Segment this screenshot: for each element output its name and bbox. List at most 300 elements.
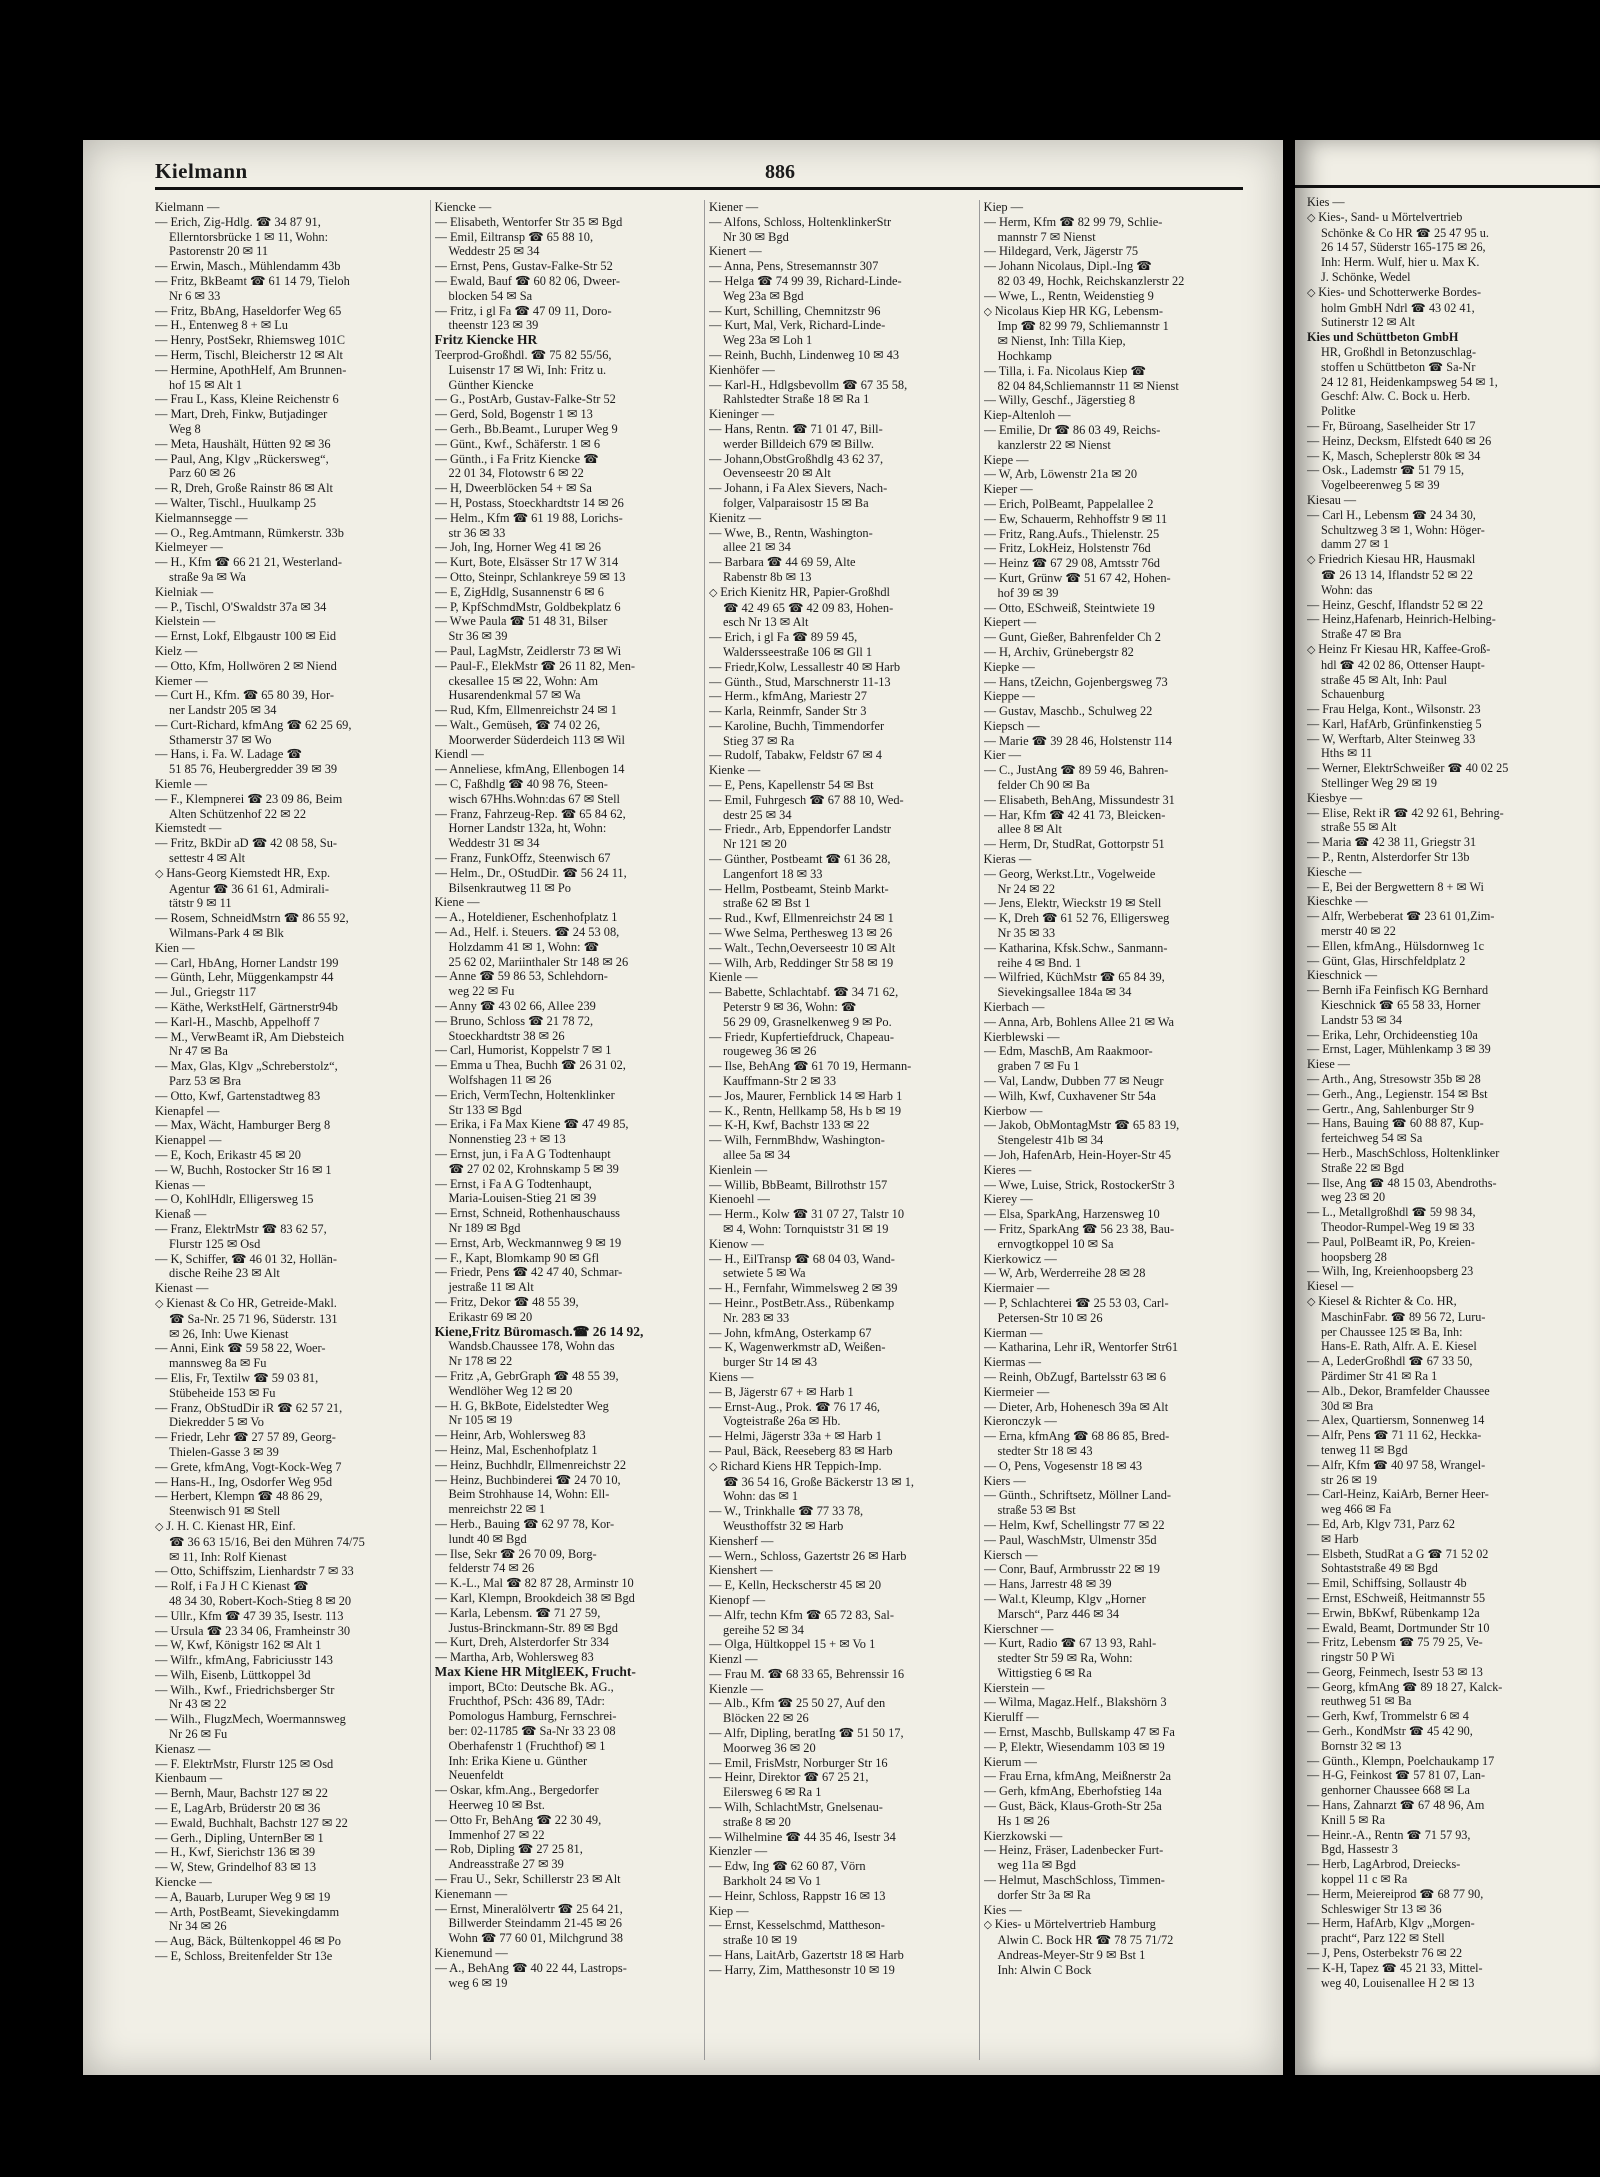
directory-entry: Politke (1321, 404, 1356, 419)
directory-entry: Bornstr 32 ✉ 13 (1321, 1738, 1402, 1753)
directory-entry: — Fritz ,A, GebrGraph ☎ 48 55 39, (434, 1368, 619, 1383)
directory-entry: — Gerh., Ang., Legienstr. 154 ✉ Bst (1307, 1086, 1488, 1101)
directory-entry: Nr 30 ✉ Bgd (723, 229, 789, 244)
directory-entry: — Johann Nicolaus, Dipl.-Ing ☎ (983, 259, 1152, 274)
directory-entry: ☎ 27 02 02, Krohnskamp 5 ✉ 39 (448, 1161, 619, 1176)
directory-entry: allee 8 ✉ Alt (997, 822, 1062, 837)
directory-entry: ☎ 36 54 16, Große Bäckerstr 13 ✉ 1, (723, 1474, 914, 1489)
directory-entry: — Wilfr., kfmAng, Fabriciusstr 143 (155, 1653, 333, 1668)
directory-entry: — C, Faßhdlg ☎ 40 98 76, Steen- (434, 777, 608, 792)
directory-entry: — Willy, Geschf., Jägerstieg 8 (983, 393, 1136, 408)
directory-entry: koppel 11 c ✉ Ra (1321, 1872, 1408, 1887)
directory-entry: — Herb., Bauing ☎ 62 97 78, Kor- (434, 1516, 615, 1531)
directory-entry: Vogelbeerenweg 5 ✉ 39 (1321, 478, 1440, 493)
directory-entry: str 26 ✉ 19 (1321, 1472, 1377, 1487)
surname-heading: Kies — (1307, 195, 1345, 209)
surname-heading: Kiep — (983, 200, 1024, 214)
directory-entry: Nr 43 ✉ 22 (169, 1697, 227, 1712)
surname-heading: Kieper — (983, 482, 1033, 497)
surname-heading: Kierschner — (983, 1621, 1054, 1636)
surname-heading: Kiener — (709, 200, 759, 214)
firm-entry: ◇ Hans-Georg Kiemstedt HR, Exp. (155, 866, 422, 882)
directory-entry: — Kurt, Bote, Elsässer Str 17 W 314 (434, 555, 619, 570)
directory-entry: — Werner, ElektrSchweißer ☎ 40 02 25 (1307, 761, 1509, 776)
directory-entry: ner Landstr 205 ✉ 34 (169, 703, 277, 718)
directory-entry: — Aug, Bäck, Bültenkoppel 46 ✉ Po (155, 1934, 341, 1949)
directory-entry: — Helmut, MaschSchloss, Timmen- (983, 1873, 1165, 1888)
surname-heading: Kiemer — (155, 673, 208, 688)
directory-entry: — P, KpfSchmdMstr, Goldbekplatz 6 (434, 599, 621, 614)
surname-heading: Kienas — (155, 1177, 205, 1192)
directory-entry: Wilmans-Park 4 ✉ Blk (169, 926, 284, 941)
directory-entry: — Günth, Lehr, Müggenkampstr 44 (155, 970, 334, 985)
directory-entry: — Erich, PolBeamt, Pappelallee 2 (983, 496, 1154, 511)
directory-entry: HR, Großhdl in Betonzuschlag- (1321, 344, 1477, 359)
surname-heading: Kienapfel — (155, 1103, 220, 1118)
surname-heading: Kiermas — (983, 1355, 1041, 1370)
directory-entry: — Ernst, Lager, Mühlenkamp 3 ✉ 39 (1307, 1042, 1491, 1057)
directory-entry: felderstr 74 ✉ 26 (448, 1561, 535, 1576)
directory-entry: Landstr 53 ✉ 34 (1321, 1012, 1402, 1027)
directory-entry: — Emil, FrisMstr, Norburger Str 16 (709, 1755, 888, 1770)
surname-heading: Kierblewski — (983, 1029, 1060, 1044)
directory-entry: — Friedr, Lehr ☎ 27 57 89, Georg- (155, 1430, 336, 1445)
firm-entry: ◇ Erich Kienitz HR, Papier-Großhdl (709, 585, 971, 601)
directory-entry: — Otto, Steinpr, Schlankreye 59 ✉ 13 (434, 569, 626, 584)
directory-entry: straße 62 ✉ Bst 1 (723, 896, 811, 911)
directory-entry: Holzdamm 41 ✉ 1, Wohn: ☎ (448, 939, 600, 954)
directory-entry: — Fritz, SparkAng ☎ 56 23 38, Bau- (983, 1221, 1175, 1236)
directory-entry: Wendlöher Weg 12 ✉ 20 (448, 1383, 573, 1398)
directory-entry: — E, ZigHdlg, Susannenstr 6 ✉ 6 (434, 584, 604, 599)
directory-entry: — M., VerwBeamt iR, Am Diebsteich (155, 1029, 345, 1044)
directory-entry: hdl ☎ 42 02 86, Ottenser Haupt- (1321, 657, 1485, 672)
directory-entry: — Herm, Kfm ☎ 82 99 79, Schlie- (983, 214, 1163, 229)
directory-entry: — Günt., Kwf., Schäferstr. 1 ✉ 6 (434, 436, 601, 451)
column-2 (430, 200, 697, 2060)
directory-entry: — Paul, PolBeamt iR, Po, Kreien- (1307, 1234, 1475, 1249)
directory-entry: — Helmi, Jägerstr 33a + ✉ Harb 1 (709, 1429, 882, 1444)
directory-entry: ☎ 42 49 65 ☎ 42 09 83, Hohen- (723, 600, 894, 615)
directory-entry: — O., Reg.Amtmann, Rümkerstr. 33b (155, 525, 344, 540)
directory-entry: Steenwisch 91 ✉ Stell (169, 1504, 281, 1519)
directory-entry: — Gerh, kfmAng, Eberhofstieg 14a (983, 1784, 1162, 1799)
surname-heading: Kienow — (709, 1236, 764, 1251)
directory-entry: Sohtaststraße 49 ✉ Bgd (1321, 1561, 1438, 1576)
directory-entry: — Ernst, jun, i Fa A G Todtenhaupt (434, 1147, 611, 1161)
directory-entry: — Wwe, L., Rentn, Weidenstieg 9 (983, 288, 1154, 303)
directory-entry: — Ad., Helf. i. Steuers. ☎ 24 53 08, (434, 925, 620, 940)
directory-entry: — Rob, Dipling ☎ 27 25 81, (434, 1842, 583, 1857)
surname-heading: Kieres — (983, 1162, 1032, 1177)
directory-entry: — Otto, Kfm, Hollwören 2 ✉ Niend (155, 658, 337, 673)
directory-entry: kanzlerstr 22 ✉ Nienst (997, 437, 1111, 452)
surname-heading: Kienke — (709, 763, 761, 778)
firm-entry: ◇ Kies- u Mörtelvertrieb Hamburg (984, 1917, 1246, 1933)
directory-entry: — Heinz, Mal, Eschenhofplatz 1 (434, 1442, 598, 1457)
directory-entry: — Ernst, i Fa A G Todtenhaupt, (434, 1176, 592, 1191)
right-page-column (1307, 195, 1587, 2055)
directory-entry: Flurstr 125 ✉ Osd (169, 1236, 261, 1251)
directory-entry: — Elisabeth, BehAng, Missundestr 31 (983, 792, 1175, 807)
directory-entry: — Heinz, Fräser, Ladenbecker Furt- (983, 1843, 1164, 1858)
directory-entry: Diekredder 5 ✉ Vo (169, 1415, 264, 1430)
directory-entry: — Wwe, B., Rentn, Washington- (709, 525, 873, 540)
directory-entry: — Emma u Thea, Buchh ☎ 26 31 02, (434, 1058, 626, 1073)
directory-entry: — Karl-H., Hdlgsbevollm ☎ 67 35 58, (709, 377, 908, 392)
directory-entry: Nr 121 ✉ 20 (723, 837, 787, 852)
directory-entry: — Rud., Kwf, Ellmenreichstr 24 ✉ 1 (709, 911, 894, 926)
surname-heading: Kiep-Altenloh — (983, 408, 1071, 423)
directory-entry: theenstr 123 ✉ 39 (448, 318, 539, 333)
surname-heading: Kienle — (709, 970, 758, 985)
directory-entry: — Gerh., Bb.Beamt., Luruper Weg 9 (434, 421, 618, 436)
directory-entry: — Franz, FunkOffz, Steenwisch 67 (434, 851, 611, 866)
directory-entry: — Edm, MaschB, Am Raakmoor- (983, 1044, 1153, 1059)
directory-entry: — Emilie, Dr ☎ 86 03 49, Reichs- (983, 422, 1161, 437)
directory-entry: Schultzweg 3 ✉ 1, Wohn: Höger- (1321, 522, 1485, 537)
directory-entry: — Fritz, BkBeamt ☎ 61 14 79, Tieloh (155, 273, 350, 288)
directory-entry: — A., BehAng ☎ 40 22 44, Lastrops- (434, 1960, 627, 1975)
directory-entry: — Wilh, FernmBhdw, Washington- (709, 1133, 885, 1148)
directory-entry: 22 01 34, Flotowstr 6 ✉ 22 (448, 466, 584, 481)
directory-entry: — Alfr, Dipling, beratIng ☎ 51 50 17, (709, 1726, 904, 1741)
surname-heading: Kieras — (983, 852, 1032, 867)
surname-heading: Kielstein — (155, 614, 216, 629)
directory-entry: — W, Arb, Werderreihe 28 ✉ 28 (983, 1266, 1146, 1281)
surname-heading: Kienoehl — (709, 1192, 770, 1207)
directory-entry: — Herb., MaschSchloss, Holtenklinker (1307, 1146, 1500, 1160)
directory-entry: — Hans, Zahnarzt ☎ 67 48 96, Am (1307, 1798, 1485, 1813)
directory-entry: — Joh, HafenArb, Hein-Hoyer-Str 45 (983, 1148, 1172, 1162)
surname-heading: Kielz — (155, 643, 198, 658)
directory-entry: Erikastr 69 ✉ 20 (448, 1309, 533, 1324)
directory-entry: mannsweg 8a ✉ Fu (169, 1356, 267, 1371)
surname-heading: Kienzle — (709, 1681, 764, 1696)
directory-entry: — Ernst, Mineralölvertr ☎ 25 64 21, (434, 1901, 623, 1916)
directory-entry: Nr. 283 ✉ 33 (723, 1310, 790, 1325)
directory-entry: — Gust, Bäck, Klaus-Groth-Str 25a (983, 1799, 1162, 1814)
directory-entry: — Jos, Maurer, Fernblick 14 ✉ Harb 1 (709, 1088, 903, 1103)
directory-entry: — Gerh, Kwf, Trommelstr 6 ✉ 4 (1307, 1709, 1469, 1724)
directory-entry: Pastorenstr 20 ✉ 11 (169, 244, 269, 259)
directory-entry: — Jens, Elektr, Wieckstr 19 ✉ Stell (983, 896, 1162, 911)
directory-entry: — H., EilTransp ☎ 68 04 03, Wand- (709, 1251, 895, 1266)
directory-entry: ✉ Nienst, Inh: Tilla Kiep, (997, 334, 1126, 349)
directory-entry: — Wilfried, KüchMstr ☎ 65 84 39, (983, 970, 1165, 985)
directory-entry: — Mart, Dreh, Finkw, Butjadinger (155, 407, 328, 422)
directory-entry: — Gunt, Gießer, Bahrenfelder Ch 2 (983, 630, 1161, 645)
directory-entry: — Ursula ☎ 23 34 06, Framheinstr 30 (155, 1623, 351, 1638)
directory-entry: ✉ 4, Wohn: Tornquiststr 31 ✉ 19 (723, 1221, 889, 1236)
surname-heading: Kiesche — (1307, 864, 1362, 879)
directory-entry: Wohn: das (1321, 582, 1373, 597)
directory-entry: — Hildegard, Verk, Jägerstr 75 (983, 244, 1139, 259)
directory-entry: — Helm., Dr., OStudDir. ☎ 56 24 11, (434, 865, 627, 880)
directory-entry: — Carl-Heinz, KaiArb, Berner Heer- (1307, 1487, 1489, 1502)
directory-entry: — Helga ☎ 74 99 39, Richard-Linde- (709, 273, 902, 288)
directory-entry: — Ernst, Schneid, Rothenhauschauss (434, 1206, 620, 1221)
directory-entry: Inh: Herm. Wulf, hier u. Max K. (1321, 255, 1480, 270)
surname-heading: Kiepe — (983, 452, 1029, 467)
directory-entry: — Erich, i gl Fa ☎ 89 59 45, (709, 630, 858, 645)
directory-entry: — Ernst, Arb, Weckmannweg 9 ✉ 19 (434, 1235, 622, 1250)
directory-entry: — K-H, Kwf, Bachstr 133 ✉ 22 (709, 1118, 870, 1133)
directory-entry: — J, Pens, Osterbekstr 76 ✉ 22 (1307, 1946, 1463, 1961)
directory-entry: jestraße 11 ✉ Alt (448, 1280, 534, 1295)
directory-entry: Kies und Schüttbeton GmbH (1307, 330, 1459, 345)
directory-entry: — Elise, Rekt iR ☎ 42 92 61, Behring- (1307, 805, 1504, 820)
surname-heading: Kiermaier — (983, 1281, 1050, 1296)
directory-entry: — E, Bei der Bergwettern 8 + ✉ Wi (1307, 879, 1484, 894)
directory-entry: — E, Kelln, Heckscherstr 45 ✉ 20 (709, 1578, 882, 1593)
directory-entry: — Emil, Fuhrgesch ☎ 67 88 10, Wed- (709, 792, 904, 807)
directory-entry: — Wilhelmine ☎ 44 35 46, Isestr 34 (709, 1829, 896, 1844)
directory-entry: Vogteistraße 26a ✉ Hb. (723, 1414, 841, 1429)
directory-entry: Geschf: Alw. C. Bock u. Herb. (1321, 389, 1471, 404)
directory-entry: — K-H, Tapez ☎ 45 21 33, Mittel- (1307, 1960, 1483, 1975)
directory-entry: — Wilma, Magaz.Helf., Blakshörn 3 (983, 1695, 1167, 1710)
directory-entry: — Max, Wächt, Hamburger Berg 8 (155, 1118, 331, 1133)
directory-entry: — W, Kwf, Königstr 162 ✉ Alt 1 (155, 1638, 322, 1653)
firm-entry: ◇ Friedrich Kiesau HR, Hausmakl (1307, 552, 1587, 568)
directory-entry: — Kurt, Grünw ☎ 51 67 42, Hohen- (983, 570, 1171, 585)
surname-heading: Kiesau — (1307, 492, 1357, 507)
directory-entry: — Henry, PostSekr, Rhiemsweg 101C (155, 333, 346, 348)
surname-heading: Kierstein — (983, 1680, 1045, 1695)
directory-entry: ☎ 36 63 15/16, Bei den Mühren 74/75 (169, 1534, 365, 1549)
directory-entry: — Wwe, Luise, Strick, RostockerStr 3 (983, 1177, 1175, 1192)
surname-heading: Kienasz — (155, 1741, 211, 1756)
directory-entry: Maria-Louisen-Stieg 21 ✉ 39 (448, 1191, 597, 1206)
directory-entry: — Reinh, ObZugf, Bartelsstr 63 ✉ 6 (983, 1369, 1166, 1384)
directory-entry: — Paul, WaschMstr, Ulmenstr 35d (983, 1532, 1157, 1547)
directory-entry: — Wilh, Ing, Kreienhoopsberg 23 (1307, 1264, 1474, 1279)
directory-entry: mannstr 7 ✉ Nienst (997, 229, 1096, 244)
directory-entry: — Rud, Kfm, Ellmenreichstr 24 ✉ 1 (434, 703, 617, 718)
directory-entry: — B, Jägerstr 67 + ✉ Harb 1 (709, 1384, 854, 1399)
directory-entry: Oevenseestr 20 ✉ Alt (723, 466, 831, 481)
directory-entry: — Gerd, Sold, Bogenstr 1 ✉ 13 (434, 407, 593, 422)
directory-entry: — Elsbeth, StudRat a G ☎ 71 52 02 (1307, 1546, 1489, 1561)
surname-heading: Kielmann — (155, 200, 220, 214)
directory-entry: — Heinr., PostBetr.Ass., Rübenkamp (709, 1295, 895, 1310)
directory-entry: Husarendenkmal 57 ✉ Wa (448, 688, 581, 703)
directory-entry: — Martha, Arb, Wohlersweg 83 (434, 1650, 594, 1665)
directory-entry: — P., Tischl, O'Swaldstr 37a ✉ 34 (155, 599, 327, 614)
directory-entry: Fritz Kiencke HR (434, 333, 538, 348)
directory-entry: Waldersseestraße 106 ✉ Gll 1 (723, 644, 873, 659)
directory-entry: Str 133 ✉ Bgd (448, 1102, 522, 1117)
directory-entry: — Anne ☎ 59 86 53, Schlehdorn- (434, 969, 608, 984)
directory-entry: tätstr 9 ✉ 11 (169, 896, 232, 911)
directory-entry: — Ernst, Lokf, Elbgaustr 100 ✉ Eid (155, 629, 337, 644)
directory-entry: — Wern., Schloss, Gazertstr 26 ✉ Harb (709, 1548, 907, 1563)
directory-entry: — Erika, Lehr, Orchideenstieg 10a (1307, 1027, 1478, 1042)
directory-entry: — Johann,ObstGroßhdlg 43 62 37, (709, 451, 884, 466)
directory-entry: — Maria ☎ 42 38 11, Griegstr 31 (1307, 835, 1477, 850)
directory-entry: 48 34 30, Robert-Koch-Stieg 8 ✉ 20 (169, 1593, 352, 1608)
directory-entry: Weg 23a ✉ Bgd (723, 288, 804, 303)
surname-heading: Kiencke — (155, 1875, 212, 1890)
surname-heading: Kienzler — (709, 1844, 768, 1859)
directory-entry: — Helm., Kfm ☎ 61 19 88, Lorichs- (434, 510, 623, 525)
directory-entry: — Hans, LaitArb, Gazertstr 18 ✉ Harb (709, 1948, 904, 1963)
directory-entry: Imp ☎ 82 99 79, Schliemannstr 1 (997, 319, 1169, 334)
surname-heading: Kiene — (434, 895, 480, 910)
directory-entry: — P, Schlachterei ☎ 25 53 03, Carl- (983, 1295, 1169, 1310)
directory-entry: — W, Werftarb, Alter Steinweg 33 (1307, 731, 1476, 746)
directory-entry: Bgd, Hassestr 3 (1321, 1842, 1398, 1857)
directory-entry: Weusthoffstr 32 ✉ Harb (723, 1518, 844, 1533)
directory-entry: Parz 60 ✉ 26 (169, 466, 236, 481)
directory-entry: Nr 178 ✉ 22 (448, 1354, 513, 1369)
directory-entry: Stengelestr 41b ✉ 34 (997, 1133, 1104, 1148)
directory-entry: — Rudolf, Tabakw, Feldstr 67 ✉ 4 (709, 748, 882, 763)
directory-entry: — Franz, ObStudDir iR ☎ 62 57 21, (155, 1400, 343, 1415)
directory-entry: ckesallee 15 ✉ 22, Wohn: Am (448, 673, 599, 688)
directory-entry: Bilsenkrautweg 11 ✉ Po (448, 880, 571, 895)
directory-entry: — Walter, Tischl., Huulkamp 25 (155, 495, 317, 510)
directory-entry: — K, Masch, Scheplerstr 80k ✉ 34 (1307, 448, 1481, 463)
directory-entry: Günther Kiencke (448, 377, 534, 392)
directory-entry: — Johann, i Fa Alex Sievers, Nach- (709, 481, 888, 496)
directory-entry: — H., Kwf, Sierichstr 136 ✉ 39 (155, 1845, 316, 1860)
directory-entry: — Jul., Griegstr 117 (155, 985, 257, 1000)
directory-entry: dische Reihe 23 ✉ Alt (169, 1266, 280, 1281)
directory-entry: allee 5a ✉ 34 (723, 1148, 791, 1162)
directory-entry: Wohn ☎ 77 60 01, Milchgrund 38 (448, 1931, 623, 1946)
directory-entry: Stellinger Weg 29 ✉ 19 (1321, 776, 1437, 791)
directory-entry: — Herbert, Klempn ☎ 48 86 29, (155, 1489, 323, 1504)
directory-entry: weg 23 ✉ 20 (1321, 1190, 1386, 1205)
directory-entry: — Hans, Jarrestr 48 ✉ 39 (983, 1577, 1112, 1592)
right-header-rule (1295, 185, 1600, 188)
directory-entry: Nr 6 ✉ 33 (169, 288, 221, 303)
directory-entry: tenweg 11 ✉ Bgd (1321, 1442, 1408, 1457)
directory-entry: — Anni, Eink ☎ 59 58 22, Woer- (155, 1341, 326, 1356)
directory-entry: — Ed, Arb, Klgv 731, Parz 62 (1307, 1516, 1455, 1531)
directory-entry: — E, Schloss, Breitenfelder Str 13e (155, 1949, 333, 1964)
surname-heading: Kiepert — (983, 615, 1037, 630)
directory-entry: Stieg 37 ✉ Ra (723, 733, 795, 748)
directory-entry: — Karl, Klempn, Brookdeich 38 ✉ Bgd (434, 1590, 635, 1605)
directory-entry: — G., PostArb, Gustav-Falke-Str 52 (434, 392, 616, 407)
directory-entry: Ellerntorsbrücke 1 ✉ 11, Wohn: (169, 229, 329, 244)
directory-entry: setwiete 5 ✉ Wa (723, 1266, 806, 1281)
directory-entry: Justus-Brinckmann-Str. 89 ✉ Bgd (448, 1620, 618, 1635)
directory-entry: — Ernst, ESchweiß, Heitmannstr 55 (1307, 1590, 1486, 1605)
directory-entry: 26 14 57, Süderstr 165-175 ✉ 26, (1321, 240, 1486, 255)
surname-heading: Kiepke — (983, 659, 1035, 674)
directory-entry: — Ernst, Pens, Gustav-Falke-Str 52 (434, 259, 613, 274)
surname-heading: Kies — (983, 1902, 1022, 1917)
directory-entry: — H, Postass, Stoeckhardtstr 14 ✉ 26 (434, 495, 624, 510)
directory-entry: Nr 24 ✉ 22 (997, 881, 1056, 896)
directory-entry: straße 10 ✉ 19 (723, 1933, 798, 1948)
page-number: 886 (765, 161, 795, 183)
directory-entry: Andreas-Meyer-Str 9 ✉ Bst 1 (997, 1948, 1146, 1963)
column-1 (155, 200, 422, 2060)
directory-entry: — Erwin, Masch., Mühlendamm 43b (155, 259, 341, 274)
directory-entry: straße 9a ✉ Wa (169, 569, 246, 584)
directory-entry: holm GmbH Ndrl ☎ 43 02 41, (1321, 300, 1475, 315)
directory-entry: Teerprod-Großhdl. ☎ 75 82 55/56, (434, 347, 612, 362)
directory-entry: straße 53 ✉ Bst (997, 1503, 1076, 1518)
directory-entry: stoffen u Schüttbeton ☎ Sa-Nr (1321, 359, 1476, 374)
directory-entry: Weddestr 25 ✉ 34 (448, 244, 540, 259)
directory-entry: — Carl, Humorist, Koppelstr 7 ✉ 1 (434, 1043, 612, 1058)
directory-entry: Agentur ☎ 36 61 61, Admirali- (169, 881, 329, 896)
directory-entry: Beim Strohhause 14, Wohn: Ell- (448, 1487, 610, 1502)
directory-entry: wisch 67Hhs.Wohn:das 67 ✉ Stell (448, 791, 620, 806)
directory-entry: — Curt H., Kfm. ☎ 65 80 39, Hor- (155, 688, 335, 703)
directory-entry: menreichstr 22 ✉ 1 (448, 1502, 546, 1517)
directory-entry: — Wilh., Kwf., Friedrichsberger Str (155, 1682, 335, 1697)
directory-entry: — Hermine, ApothHelf, Am Brunnen- (155, 362, 347, 377)
directory-entry: — Alfr, Kfm ☎ 40 97 58, Wrangel- (1307, 1457, 1486, 1472)
surname-heading: Kien — (155, 940, 195, 955)
directory-entry: — Günth., Stud, Marschnerstr 11-13 (709, 674, 891, 689)
directory-entry: — W., Trinkhalle ☎ 77 33 78, (709, 1504, 864, 1519)
surname-heading: Kiemle — (155, 777, 207, 792)
directory-entry: — Paul, Ang, Klgv „Rückersweg“, (155, 451, 329, 466)
directory-entry: — Kurt, Radio ☎ 67 13 93, Rahl- (983, 1636, 1157, 1651)
directory-entry: — Osk., Lademstr ☎ 51 79 15, (1307, 463, 1465, 478)
directory-entry: Alten Schützenhof 22 ✉ 22 (169, 806, 307, 821)
directory-entry: — Erika, i Fa Max Kiene ☎ 47 49 85, (434, 1117, 629, 1132)
directory-entry: — Heinr, Arb, Wohlersweg 83 (434, 1428, 586, 1443)
column-3 (704, 200, 971, 2060)
directory-entry: — Hans, tZeichn, Gojenbergsweg 73 (983, 674, 1168, 689)
directory-entry: — Alb., Dekor, Bramfelder Chaussee (1307, 1383, 1490, 1398)
directory-entry: Neuenfeldt (448, 1768, 504, 1783)
directory-entry: Nr 47 ✉ Ba (169, 1044, 228, 1059)
directory-entry: ✉ 26, Inh: Uwe Kienast (169, 1326, 289, 1341)
directory-entry: — Erna, kfmAng ☎ 68 86 85, Bred- (983, 1429, 1170, 1444)
directory-entry: Hans-E. Rath, Alfr. A. E. Kiesel (1321, 1339, 1477, 1354)
directory-entry: — O, KohlHdlr, Elligersweg 15 (155, 1192, 314, 1207)
directory-entry: — Günth., Schriftsetz, Möllner Land- (983, 1488, 1172, 1503)
surname-heading: Kienemund — (434, 1946, 508, 1961)
directory-entry: — Frau L, Kass, Kleine Reichenstr 6 (155, 392, 339, 407)
directory-entry: Alwin C. Bock HR ☎ 78 75 71/72 (997, 1933, 1174, 1948)
directory-entry: Wittigstieg 6 ✉ Ra (997, 1665, 1092, 1680)
directory-entry: — C., JustAng ☎ 89 59 46, Bahren- (983, 763, 1169, 778)
directory-entry: — Günth., Klempn, Poelchaukamp 17 (1307, 1753, 1495, 1768)
directory-entry: — Anny ☎ 43 02 66, Allee 239 (434, 999, 596, 1014)
surname-heading: Kierum — (983, 1754, 1037, 1769)
directory-entry: Weg 8 (169, 421, 201, 436)
directory-entry: — Curt-Richard, kfmAng ☎ 62 25 69, (155, 717, 352, 732)
directory-entry: Langenfort 18 ✉ 33 (723, 866, 823, 881)
directory-entry: — Rosem, SchneidMstrn ☎ 86 55 92, (155, 911, 349, 926)
directory-entry: Nonnenstieg 23 + ✉ 13 (448, 1132, 566, 1147)
directory-entry: Pomologus Hamburg, Fernschrei- (448, 1709, 617, 1724)
directory-entry: — Otto, Kwf, Gartenstadtweg 83 (155, 1088, 321, 1103)
directory-entry: — Fritz, Lebensm ☎ 75 79 25, Ve- (1307, 1635, 1483, 1650)
surname-heading: Kieschke — (1307, 894, 1368, 909)
directory-entry: esch Nr 13 ✉ Alt (723, 615, 809, 630)
directory-entry: settestr 4 ✉ Alt (169, 851, 246, 866)
surname-heading: Kiesbye — (1307, 790, 1363, 805)
directory-entry: — Ew, Schauerm, Rehhoffstr 9 ✉ 11 (983, 511, 1168, 526)
directory-entry: Luisenstr 17 ✉ Wi, Inh: Fritz u. (448, 362, 607, 377)
directory-entry: — A, LederGroßhdl ☎ 67 33 50, (1307, 1354, 1473, 1369)
directory-entry: folger, Valparaisostr 15 ✉ Ba (723, 495, 869, 510)
surname-heading: Kielmeyer — (155, 540, 223, 555)
directory-entry: — Kurt, Mal, Verk, Richard-Linde- (709, 318, 886, 333)
